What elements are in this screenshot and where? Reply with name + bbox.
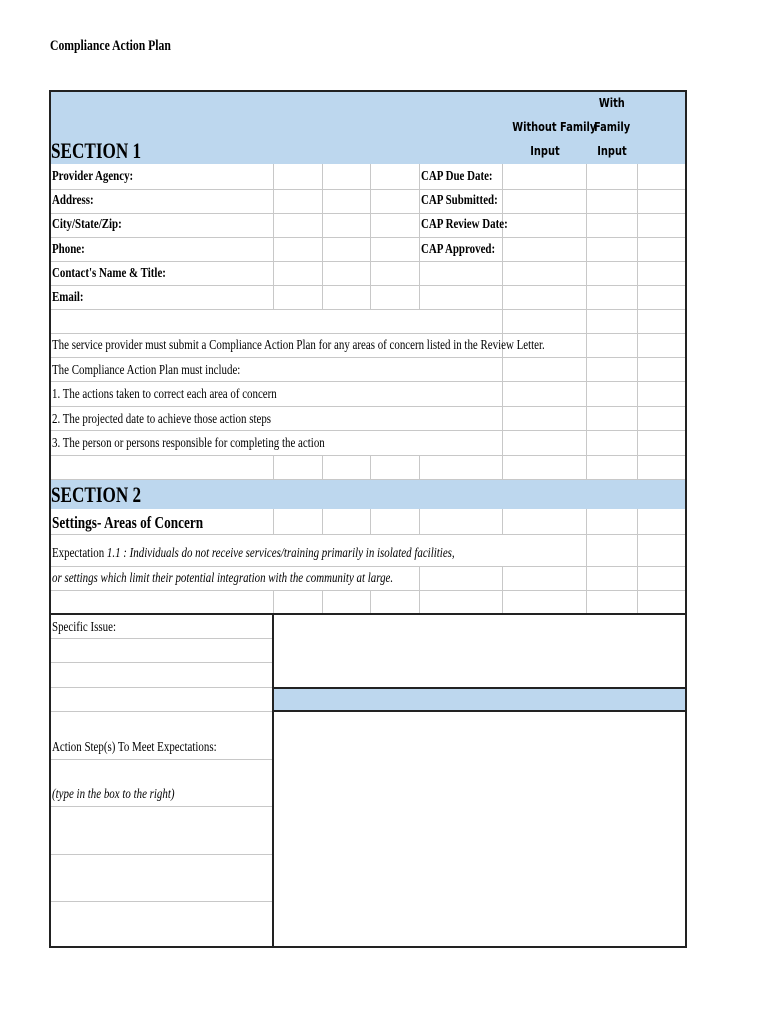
specific-issue-label: Specific Issue: <box>52 620 116 635</box>
phone-label: Phone: <box>52 242 85 257</box>
specific-issue-box[interactable] <box>275 616 684 686</box>
col-without-family-header: Without Family Input <box>512 120 597 158</box>
action-steps-box[interactable] <box>275 713 684 945</box>
action-steps-hint: (type in the box to the right) <box>52 787 175 802</box>
contact-name-title-label: Contact's Name & Title: <box>52 266 166 281</box>
section2-heading: SECTION 2 <box>51 482 142 507</box>
instruction-item-2: 2. The projected date to achieve those action steps <box>52 412 272 427</box>
cap-submitted-label: CAP Submitted: <box>421 193 498 208</box>
instruction-submit: The service provider must submit a Compliance Action Plan for any areas of concern listed in the Review Letter. <box>52 338 545 353</box>
email-label: Email: <box>52 290 84 305</box>
expectation-line-1: Expectation 1.1 : Individuals do not receive services/training primarily in isolated facilities, <box>52 546 455 561</box>
cap-review-date-label: CAP Review Date: <box>421 217 508 232</box>
settings-areas-of-concern: Settings- Areas of Concern <box>52 513 204 532</box>
provider-agency-label: Provider Agency: <box>52 169 134 184</box>
section1-heading: SECTION 1 <box>51 138 142 163</box>
instruction-item-3: 3. The person or persons responsible for completing the action <box>52 436 325 451</box>
page-title: Compliance Action Plan <box>50 38 171 54</box>
city-state-zip-label: City/State/Zip: <box>52 217 122 232</box>
cap-approved-label: CAP Approved: <box>421 242 496 257</box>
cap-due-date-label: CAP Due Date: <box>421 169 493 184</box>
address-label: Address: <box>52 193 94 208</box>
instruction-must-include: The Compliance Action Plan must include: <box>52 363 241 378</box>
instruction-item-1: 1. The actions taken to correct each area of concern <box>52 387 277 402</box>
issue-separator-band <box>274 688 686 711</box>
expectation-line-2: or settings which limit their potential integration with the community at large. <box>52 571 394 586</box>
col-with-family-header: With Family Input <box>593 96 631 158</box>
action-steps-label: Action Step(s) To Meet Expectations: <box>52 740 217 755</box>
